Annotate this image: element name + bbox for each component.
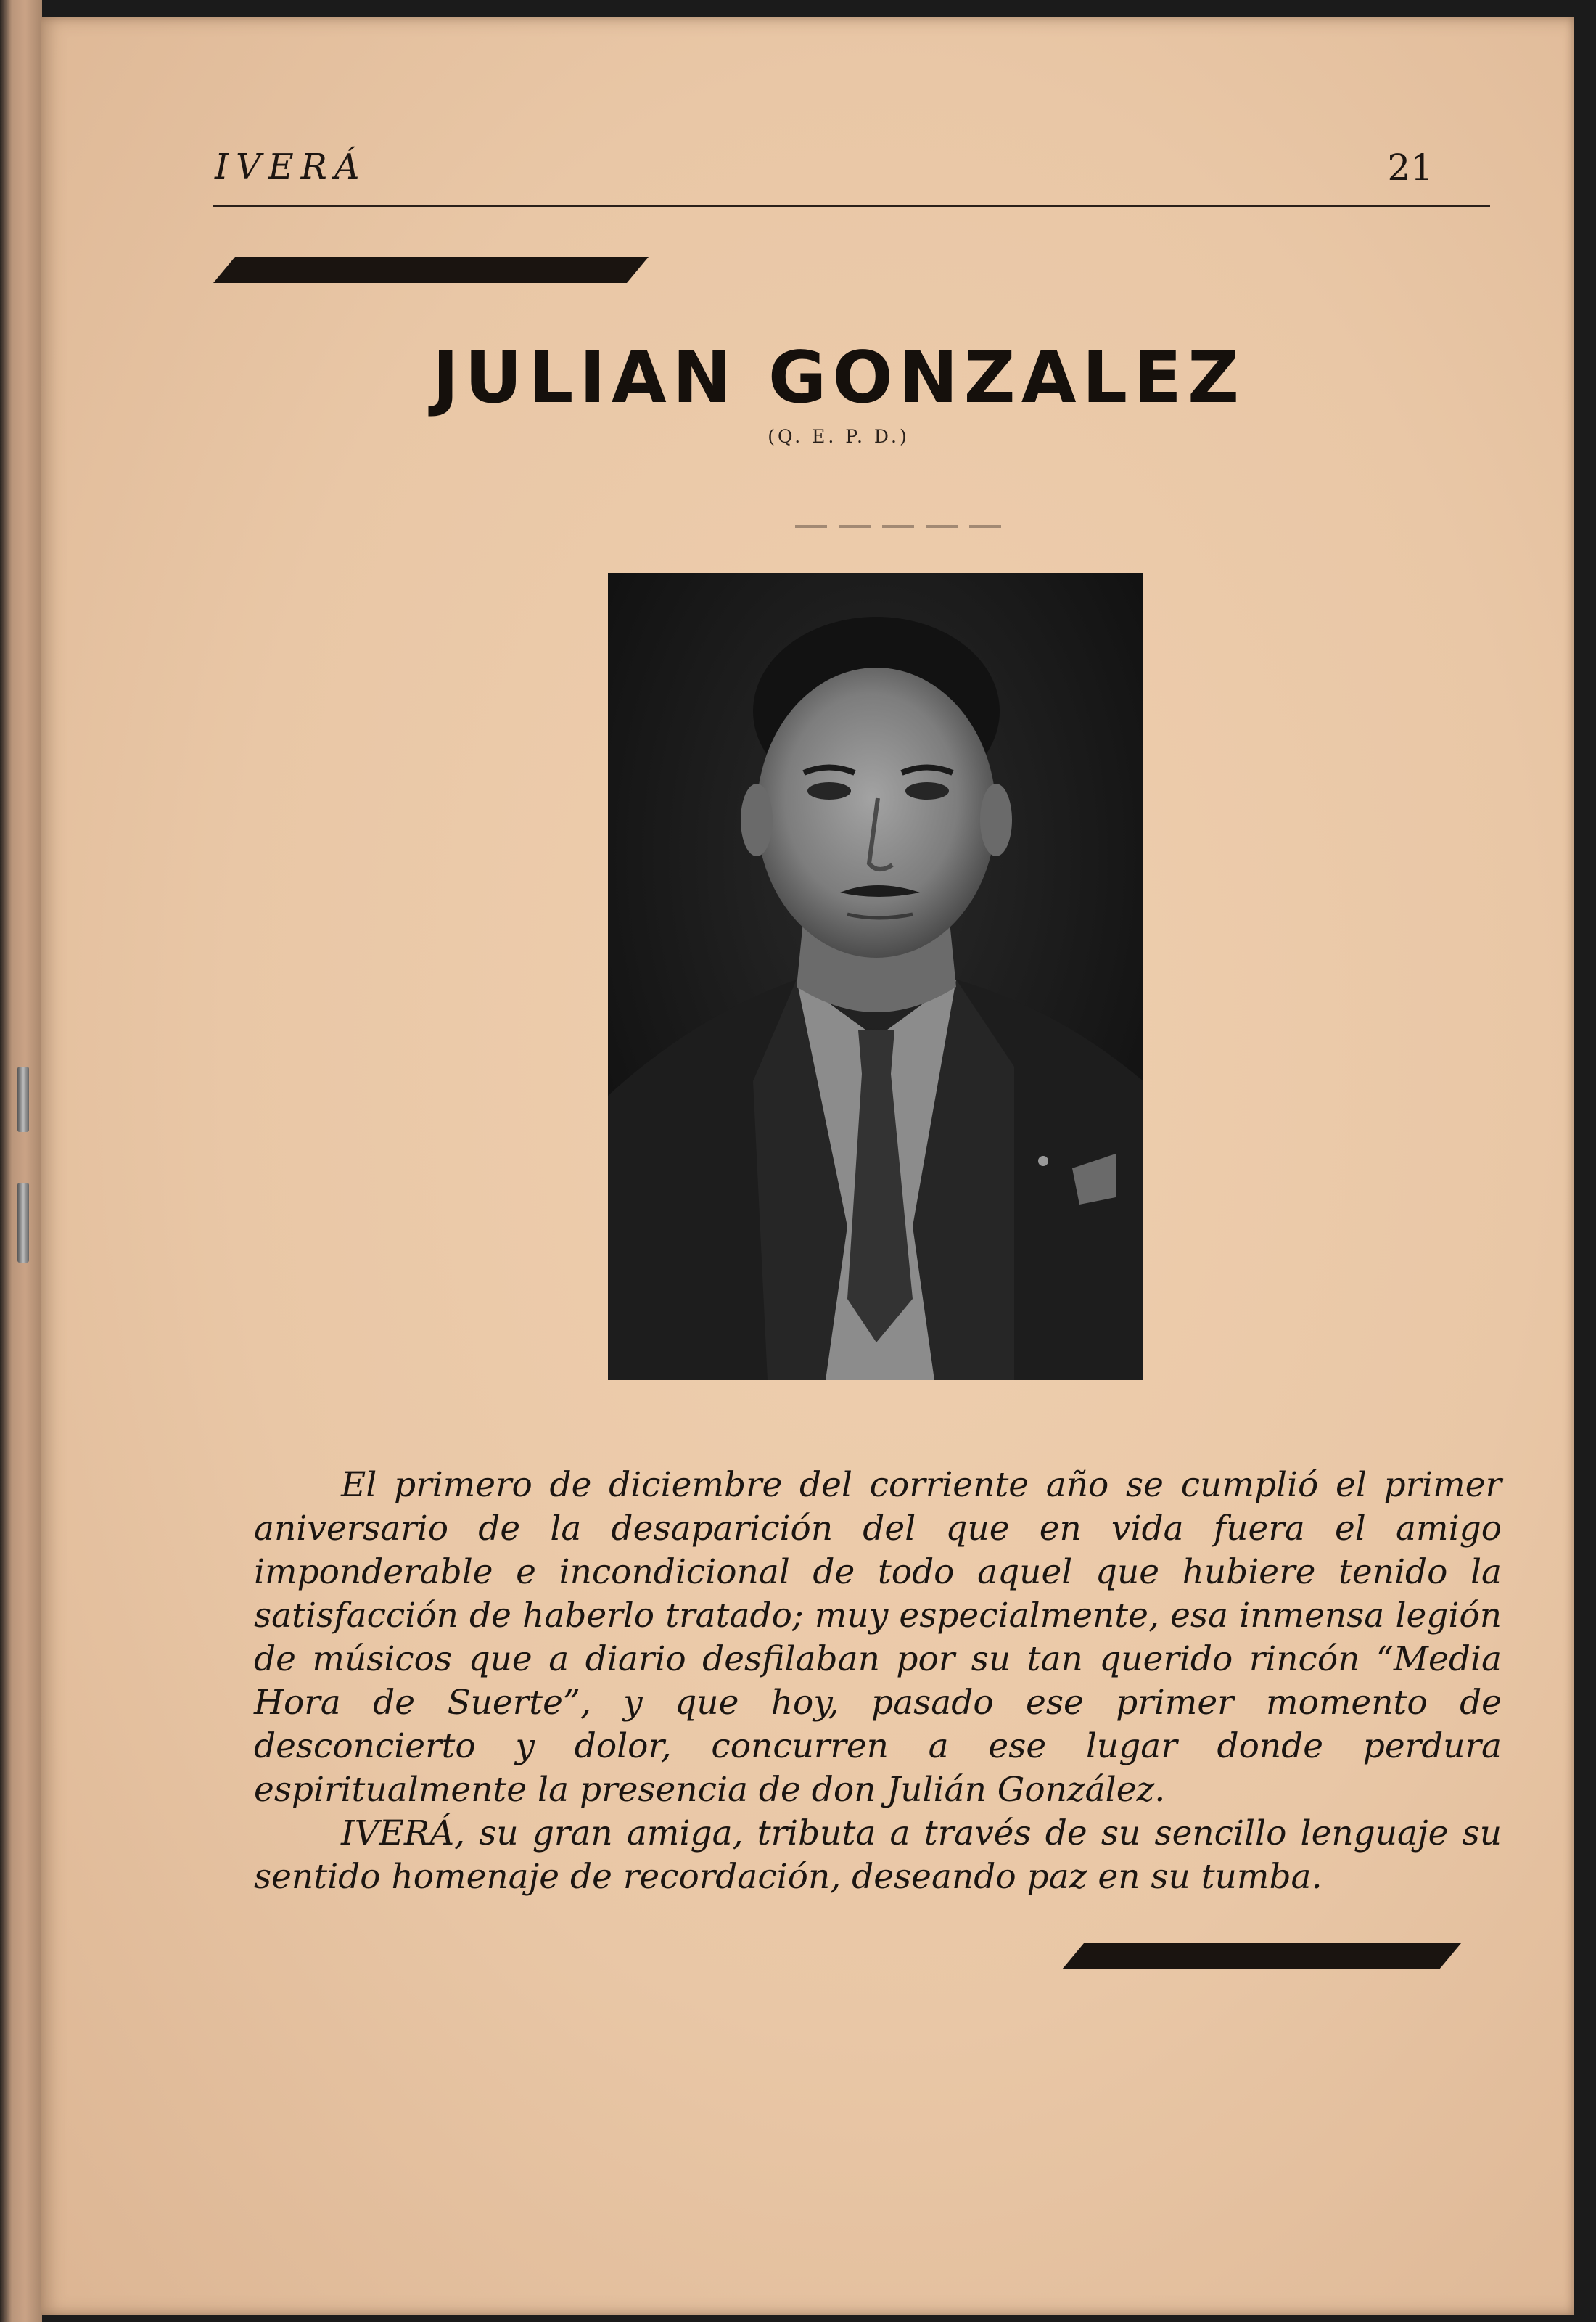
bottom-decorative-bar (1062, 1942, 1461, 1971)
staple-top (17, 1067, 29, 1132)
portrait-photo (608, 573, 1143, 1380)
header-rule (213, 205, 1490, 207)
page-number: 21 (1387, 147, 1433, 189)
staple-bottom (17, 1183, 29, 1263)
memorial-title: JULIAN GONZALEZ (432, 337, 1246, 419)
memorial-text (254, 1464, 1502, 1899)
running-head: IVERÁ (215, 147, 367, 187)
binding-spine (0, 0, 42, 2322)
top-decorative-bar (213, 255, 649, 284)
memorial-subtitle: (Q. E. P. D.) (768, 426, 910, 447)
page-sheet (41, 17, 1574, 2315)
dashed-divider (795, 525, 1013, 528)
memorial-paragraph-1: El primero de diciembre del corriente año se cumplió el primer aniversario de la desaparición del que en vida fuera el amigo imponderable e incondicional de todo aquel que hubiere tenido la satisfacción de haberlo tratado; muy especialmente, esa inmensa legión de músicos que a diario desfilaban por su tan querido rincón “Media Hora de Suerte”, y que hoy, pasado ese primer momento de desconcierto y dolor, concurren a ese lugar donde perdura espiritualmente la presencia de don Julián González. (254, 1465, 1502, 1810)
memorial-paragraph-2: IVERÁ, su gran amiga, tributa a través de su sencillo lenguaje su sentido homenaje de recordación, deseando paz en su tumba. (254, 1813, 1502, 1897)
